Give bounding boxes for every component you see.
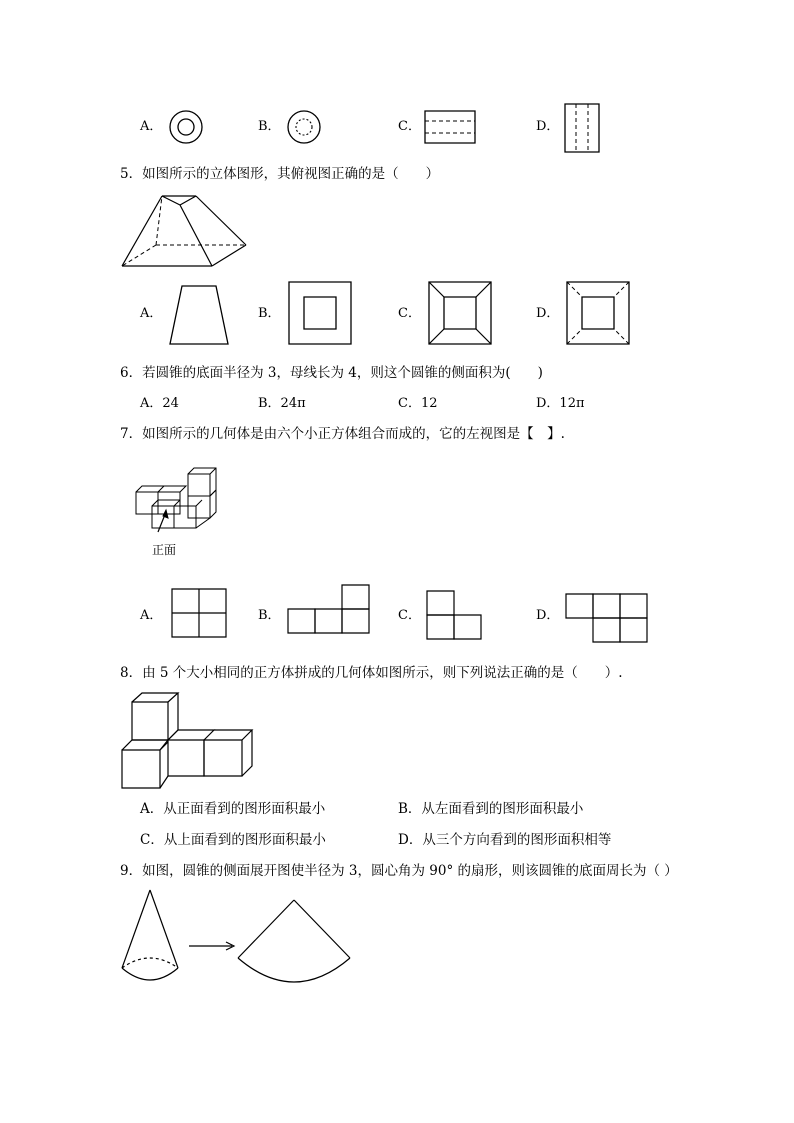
q7-front-label: 正面 (152, 543, 177, 557)
q6-option-d: D．12π (536, 396, 585, 411)
q6-option-c: C．12 (398, 396, 438, 411)
q6-question: 6．若圆锥的底面半径为 3，母线长为 4，则这个圆锥的侧面积为( ) (120, 365, 543, 381)
q9-cone-figure (118, 888, 182, 988)
q4-option-b-dashed-ring-figure (286, 110, 324, 146)
q5-option-b-nested-squares-figure (288, 281, 352, 345)
q8-option-b: B．从左面看到的图形面积最小 (398, 801, 584, 817)
q7-option-a-grid-figure (171, 588, 227, 638)
q9-sector-figure (236, 898, 354, 984)
q5-option-d-label: D． (536, 306, 560, 321)
q6-option-b: B．24π (258, 396, 306, 411)
q7-six-cubes-figure (132, 466, 224, 542)
q5-option-d-dashed-diagonals-figure (566, 281, 630, 345)
q4-option-d-label: D． (536, 119, 560, 134)
q5-option-b-label: B． (258, 306, 281, 321)
q7-option-b-label: B． (258, 608, 281, 623)
q8-option-d: D．从三个方向看到的图形面积相等 (398, 832, 612, 848)
q7-option-d-grid-figure (565, 593, 649, 643)
q5-option-c-frustum-top-view-figure (428, 281, 492, 345)
q7-option-a-label: A． (140, 608, 163, 623)
q8-option-a: A．从正面看到的图形面积最小 (140, 801, 326, 817)
q7-option-d-label: D． (536, 608, 560, 623)
q9-question: 9．如图，圆锥的侧面展开图使半径为 3，圆心角为 90° 的扇形，则该圆锥的底面周长为（ ） (120, 863, 678, 879)
q4-option-a-label: A． (140, 119, 163, 134)
q5-option-a-trapezoid-figure (168, 284, 232, 346)
q4-option-d-rect-figure (564, 103, 600, 153)
q7-option-b-grid-figure (287, 584, 371, 634)
q7-option-c-label: C． (398, 608, 421, 623)
q7-option-c-grid-figure (426, 590, 482, 640)
q4-option-a-ring-figure (168, 110, 206, 146)
q6-option-a: A．24 (140, 396, 179, 411)
q5-option-a-label: A． (140, 306, 163, 321)
q5-frustum-figure (120, 193, 248, 269)
q9-arrow-icon (188, 940, 238, 952)
q7-question: 7．如图所示的几何体是由六个小正方体组合而成的，它的左视图是【 】. (120, 426, 565, 442)
q8-question: 8．由 5 个大小相同的正方体拼成的几何体如图所示，则下列说法正确的是（ ）. (120, 665, 623, 681)
q4-option-b-label: B． (258, 119, 281, 134)
q8-option-c: C．从上面看到的图形面积最小 (140, 832, 326, 848)
q5-question: 5．如图所示的立体图形，其俯视图正确的是（ ） (120, 166, 440, 182)
q4-option-c-rect-figure (424, 110, 476, 146)
q5-option-c-label: C． (398, 306, 421, 321)
q8-five-cubes-figure (120, 690, 254, 790)
q4-option-c-label: C． (398, 119, 421, 134)
